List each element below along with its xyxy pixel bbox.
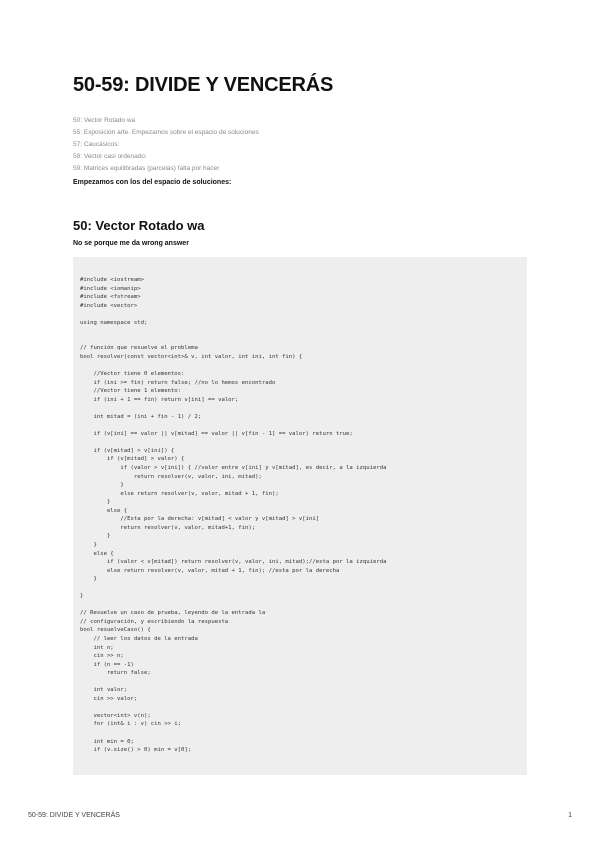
footer-page-number: 1 xyxy=(568,812,572,819)
code-block xyxy=(73,257,527,775)
toc-item-58[interactable]: 58: Vector casi ordenado: xyxy=(73,153,147,160)
toc-item-50[interactable]: 50: Vector Rotado wa xyxy=(73,117,136,124)
section-subtitle: No se porque me da wrong answer xyxy=(73,240,189,247)
code-listing: #include <iostream> #include <iomanip> #include <fstream> #include <vector> using namespace std; // función que resuelve el problema bool resolver(const vector<int>& v, int valor, int ini, int fin) { //Vector tiene 0 elementos: if (ini >= fin) return false; //no lo hemos encontrado //Vector tiene 1 elemento: if (ini + 1 == fin) return v[ini] == valor; int mitad = (ini + fin - 1) / 2; if (v[ini] == valor || v[mitad] == valor || v[fin - 1] == valor) return true; if (v[mitad] > v[ini]) { if (v[mitad] > valor) { if (valor > v[ini]) { //valor entre v[ini] y v[mitad], es decir, a la izquierda return resolver(v, valor, ini, mitad); } else return resolver(v, valor, mitad + 1, fin); } else { //Esta por la derecha: v[mitad] < valor y v[mitad] > v[ini] return resolver(v, valor, mitad+1, fin); } } else { if (valor < v[mitad]) return resolver(v, valor, ini, mitad);//esta por la izquierda else return resolver(v, valor, mitad + 1, fin); //esta por la derecha } } // Resuelve un caso de prueba, leyendo de la entrada la // configuración, y escribiendo la respuesta bool resuelveCaso() { // leer los datos de la entrada int n; cin >> n; if (n == -1) return false; int valor; cin >> valor; vector<int> v(n); for (int& i : v) cin >> i; int min = 0; if (v.size() > 0) min = v[0]; xyxy=(80,277,387,754)
toc-item-55[interactable]: 55: Exposición arte. Empezamos sobre el espacio de soluciones xyxy=(73,129,259,136)
page-title: 50-59: DIVIDE Y VENCERÁS xyxy=(73,74,334,96)
toc-item-57[interactable]: 57: Caucásicos: xyxy=(73,141,120,148)
toc-item-59[interactable]: 59: Matrices equilibradas (parcelas) falta por hacer xyxy=(73,165,220,172)
footer-title: 50-59: DIVIDE Y VENCERÁS xyxy=(28,812,120,819)
table-of-contents xyxy=(73,115,259,175)
intro-paragraph: Empezamos con los del espacio de soluciones: xyxy=(73,179,232,186)
section-heading: 50: Vector Rotado wa xyxy=(73,218,205,233)
